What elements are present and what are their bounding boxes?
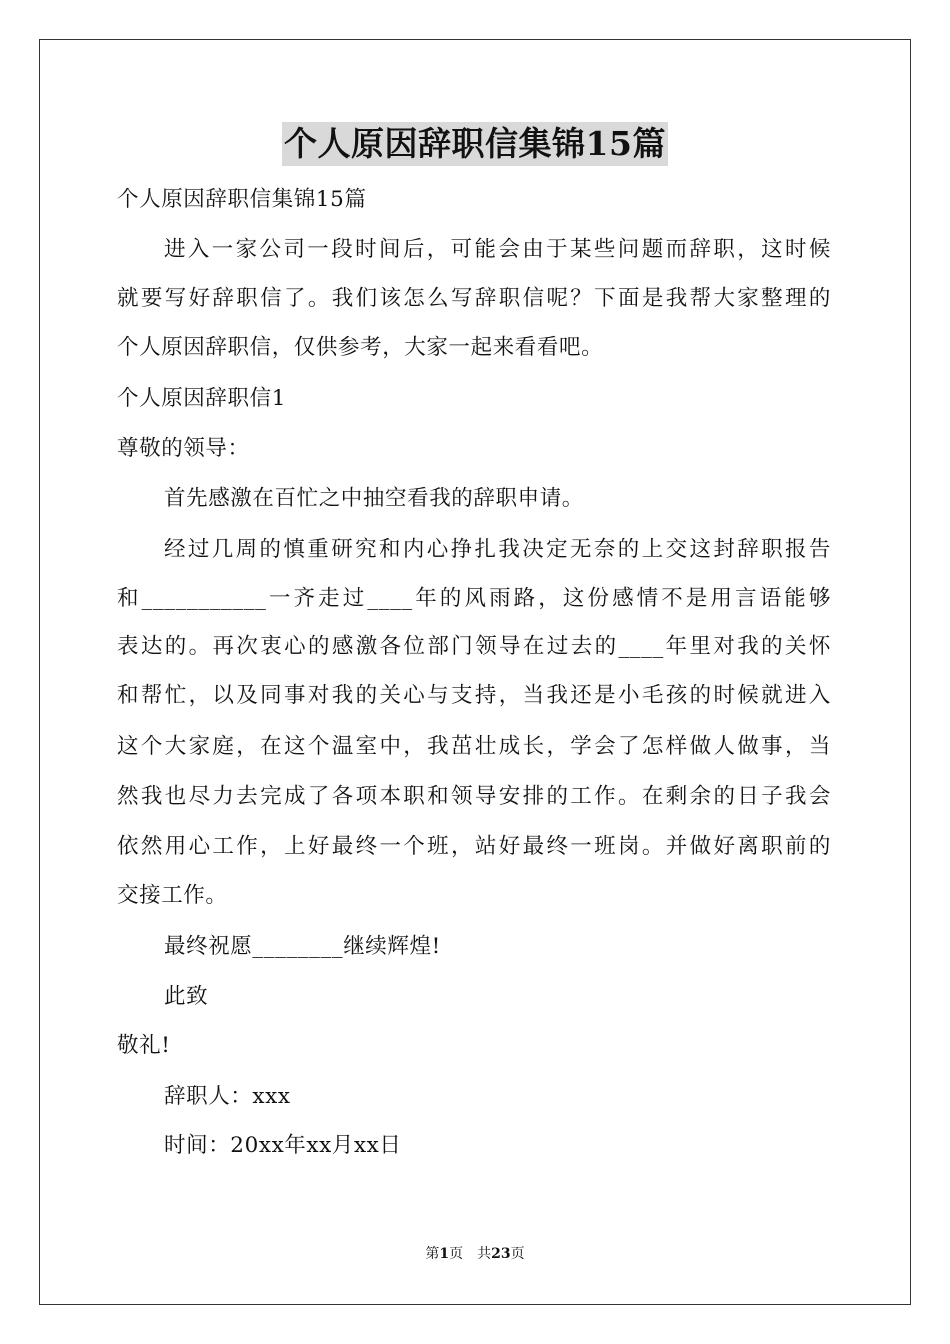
footer-suffix: 页 (510, 1246, 525, 1262)
letter-heading: 个人原因辞职信1 (117, 386, 286, 411)
page-footer (0, 1244, 950, 1264)
body-line-5: 这个大家庭，在这个温室中，我茁壮成长，学会了怎样做人做事，当 (117, 734, 831, 759)
body-line-8: 交接工作。 (117, 883, 228, 908)
closing-wish: 最终祝愿________继续辉煌! (164, 934, 441, 959)
footer-prefix: 第 (425, 1246, 440, 1262)
body-line-4: 和帮忙，以及同事对我的关心与支持，当我还是小毛孩的时候就进入 (117, 683, 831, 708)
intro-line-2: 就要写好辞职信了。我们该怎么写辞职信呢？下面是我帮大家整理的 (117, 286, 831, 311)
intro-line-3: 个人原因辞职信，仅供参考，大家一起来看看吧。 (117, 335, 604, 360)
date: 时间：20xx年xx月xx日 (164, 1133, 402, 1158)
body-line-3: 表达的。再次衷心的感激各位部门领导在过去的____年里对我的关怀 (117, 634, 831, 659)
document-title: 个人原因辞职信集锦15篇 (282, 122, 668, 166)
closing-ci-zhi: 此致 (164, 984, 209, 1009)
salutation: 尊敬的领导： (117, 436, 250, 461)
body-line-2: 和___________一齐走过____年的风雨路，这份感情不是用言语能够 (117, 586, 831, 611)
title-wrap (0, 122, 950, 166)
closing-jing-li: 敬礼! (117, 1033, 171, 1058)
footer-mid: 页 共 (449, 1246, 492, 1262)
body-line-6: 然我也尽力去完成了各项本职和领导安排的工作。在剩余的日子我会 (117, 784, 831, 809)
page-frame (39, 39, 911, 1305)
intro-line-1: 进入一家公司一段时间后，可能会由于某些问题而辞职，这时候 (164, 237, 831, 262)
current-page-number: 1 (439, 1246, 450, 1262)
signer: 辞职人：xxx (164, 1084, 291, 1109)
thanks-paragraph: 首先感激在百忙之中抽空看我的辞职申请。 (164, 486, 584, 511)
total-page-number: 23 (491, 1246, 511, 1262)
body-line-7: 依然用心工作，上好最终一个班，站好最终一班岗。并做好离职前的 (117, 834, 831, 859)
body-line-1: 经过几周的慎重研究和内心挣扎我决定无奈的上交这封辞职报告 (164, 537, 831, 562)
document-subtitle: 个人原因辞职信集锦15篇 (117, 187, 367, 212)
